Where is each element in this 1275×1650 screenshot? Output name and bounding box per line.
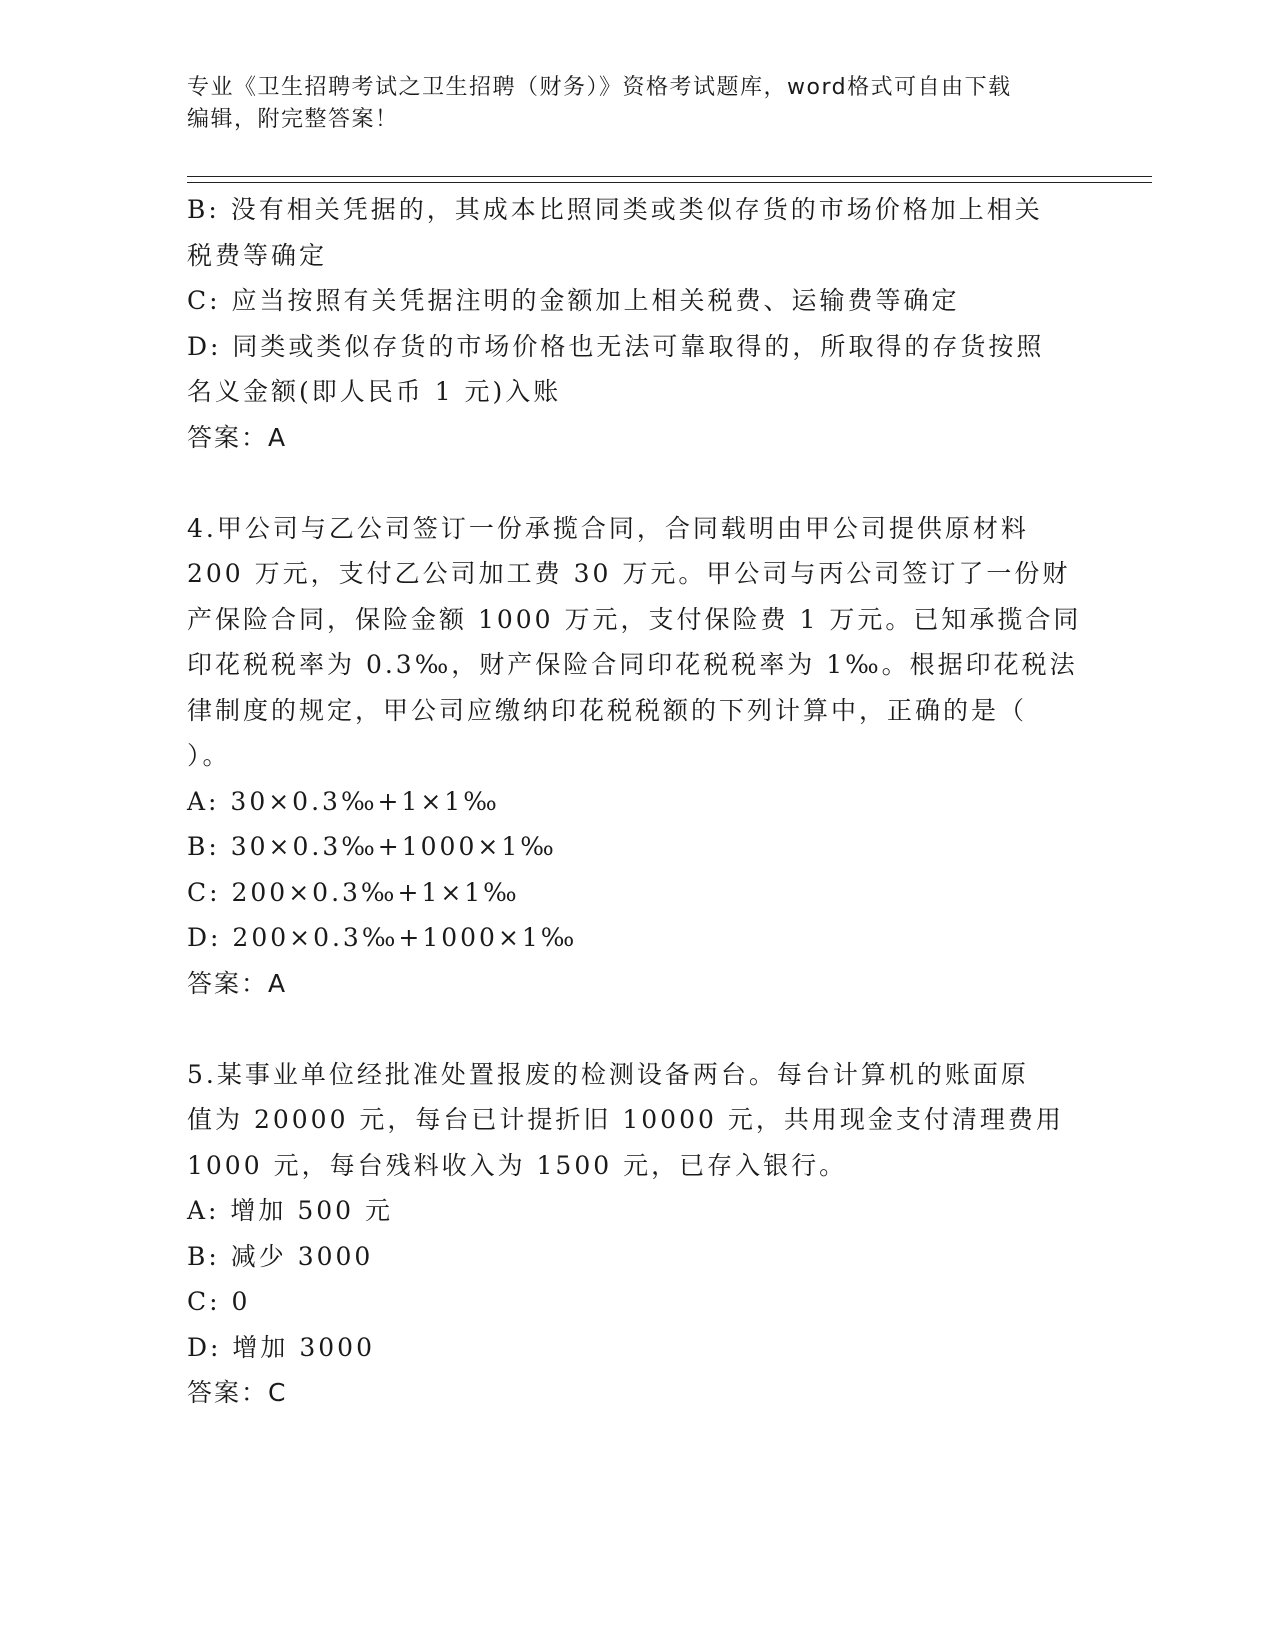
q3-option-d-line-2: 名义金额(即人民币 1 元)入账 [187,377,562,406]
q5-option-d: D: 增加 3000 [187,1332,375,1362]
question-4 [187,506,1087,1007]
q4-answer: 答案：A [187,968,288,998]
q5-stem-line: 1000 元，每台残料收入为 1500 元，已存入银行。 [187,1150,848,1180]
header-rule-bottom [187,182,1152,183]
q4-stem-line: 律制度的规定，甲公司应缴纳印花税税额的下列计算中，正确的是（ [187,695,1028,725]
q5-stem-line: 5.某事业单位经批准处置报废的检测设备两台。每台计算机的账面原 [187,1059,1029,1089]
q4-option-a: A: 30×0.3‰+1×1‰ [187,786,500,816]
q4-stem-line: 产保险合同，保险金额 1000 万元，支付保险费 1 万元。已知承揽合同 [187,604,1082,634]
spacer [187,460,1087,506]
q3-option-b-line-1: B: 没有相关凭据的，其成本比照同类或类似存货的市场价格加上相关 [187,195,1043,224]
q4-option-d: D: 200×0.3‰+1000×1‰ [187,923,578,952]
header-rule-top [187,176,1152,177]
q5-option-b: B: 减少 3000 [187,1241,374,1271]
question-3-fragment [187,187,1087,460]
q3-option-d-line-1: D: 同类或类似存货的市场价格也无法可靠取得的，所取得的存货按照 [187,331,1045,361]
q3-answer: 答案：A [187,422,288,452]
q4-option-c: C: 200×0.3‰+1×1‰ [187,877,520,907]
q3-option-b-line-2: 税费等确定 [187,240,328,270]
q5-stem-line: 值为 20000 元，每台已计提折旧 10000 元，共用现金支付清理费用 [187,1105,1064,1134]
spacer [187,1006,1087,1052]
q4-stem-line: 4.甲公司与乙公司签订一份承揽合同，合同载明由甲公司提供原材料 [187,513,1029,543]
q4-stem-line: 200 万元，支付乙公司加工费 30 万元。甲公司与丙公司签订了一份财 [187,559,1071,588]
q4-option-b: B: 30×0.3‰+1000×1‰ [187,832,557,861]
q5-answer: 答案：C [187,1378,288,1407]
q4-stem-line: ）。 [187,741,231,770]
q5-option-c: C: 0 [187,1287,251,1316]
question-5 [187,1052,1087,1416]
q5-option-a: A: 增加 500 元 [187,1196,394,1225]
q4-stem-line: 印花税税率为 0.3‰，财产保险合同印花税税率为 1‰。根据印花税法 [187,650,1078,679]
q3-option-c: C: 应当按照有关凭据注明的金额加上相关税费、运输费等确定 [187,286,960,315]
header-line-2: 编辑，附完整答案！ [187,107,399,132]
header-line-1: 专业《卫生招聘考试之卫生招聘（财务）》资格考试题库，word格式可自由下载 [187,75,1012,100]
page-header [187,72,1067,136]
document-body [187,187,1087,1416]
